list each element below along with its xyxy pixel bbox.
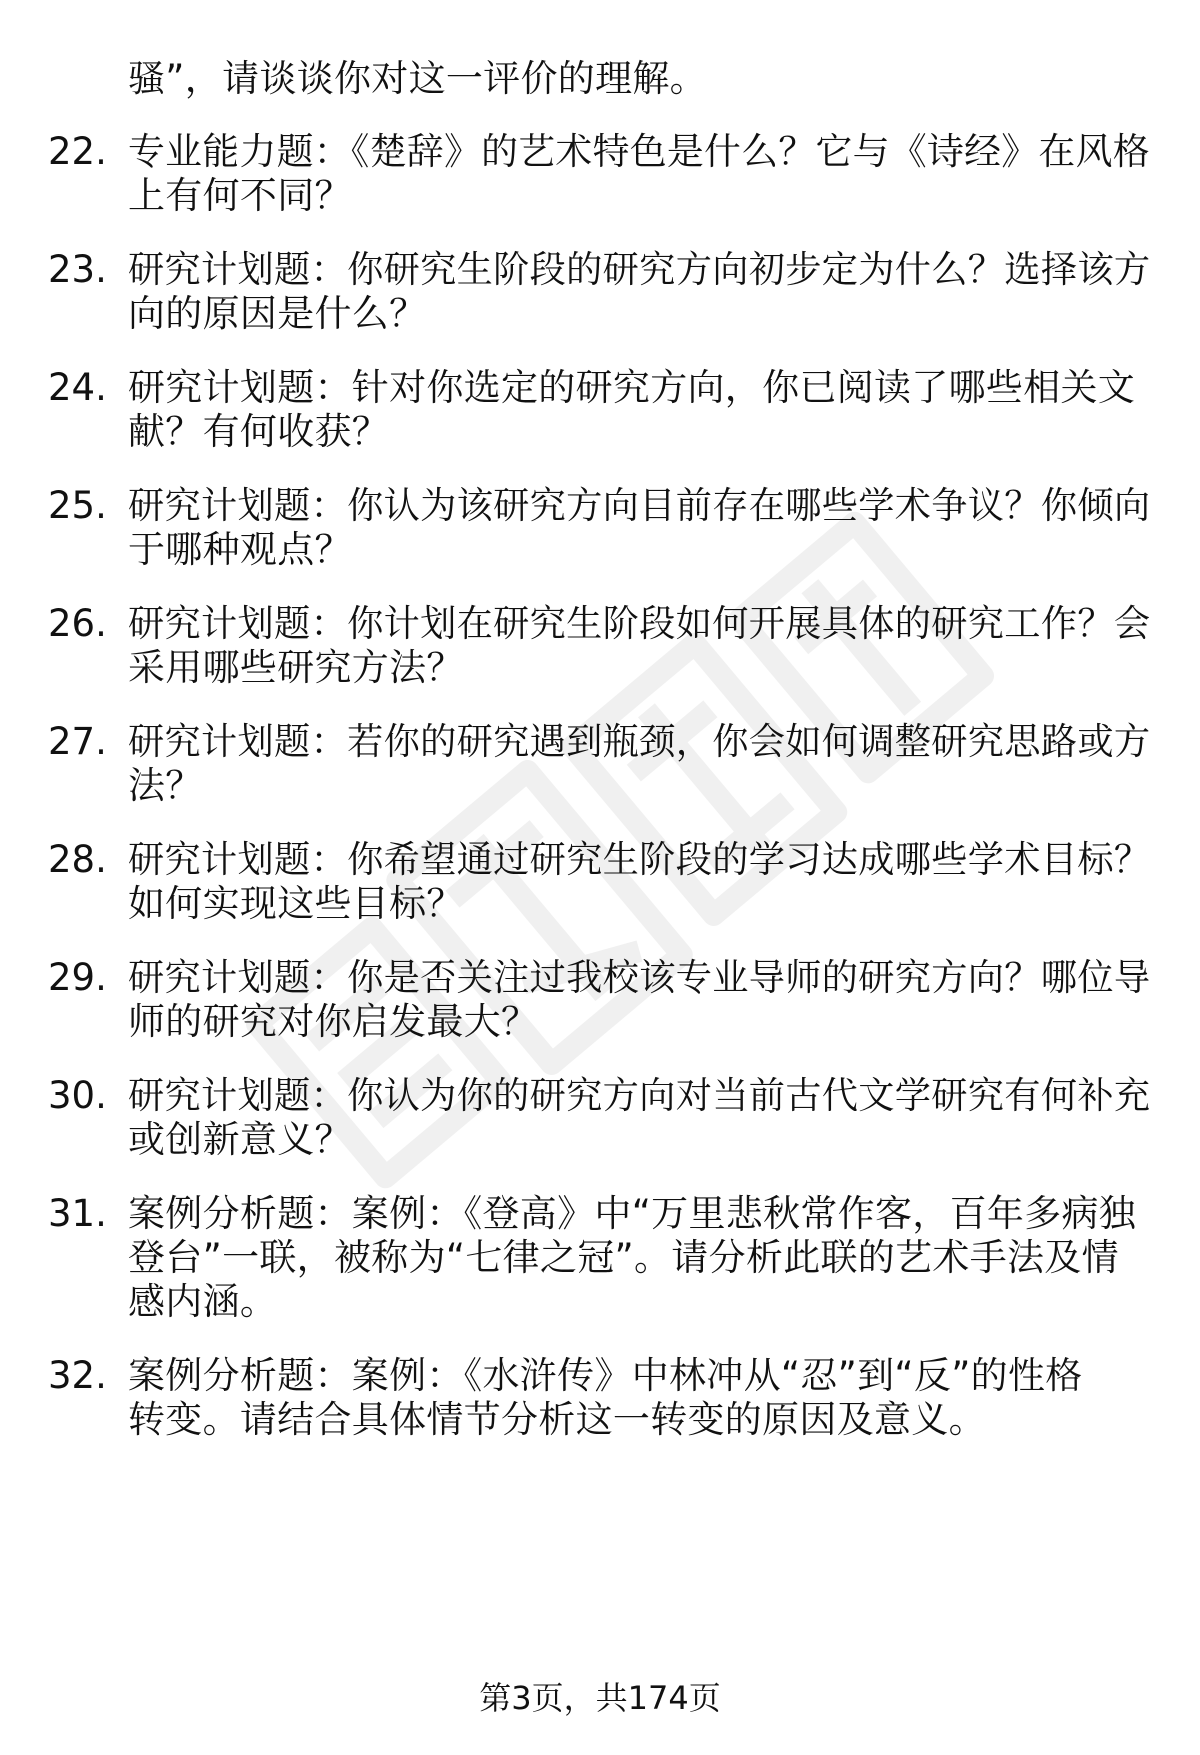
question-text-line: 登台”一联，被称为“七律之冠”。请分析此联的艺术手法及情 <box>128 1236 1119 1279</box>
question-number: 27. <box>48 720 107 763</box>
question-number: 28. <box>48 838 107 881</box>
question-number: 22. <box>48 130 107 173</box>
question-text-line: 研究计划题：针对你选定的研究方向，你已阅读了哪些相关文 <box>128 366 1136 409</box>
question-number: 24. <box>48 366 107 409</box>
question-text-line: 研究计划题：你认为该研究方向目前存在哪些学术争议？你倾向 <box>128 484 1151 527</box>
question-text-line: 或创新意义？ <box>128 1118 352 1161</box>
question-text-line: 研究计划题：你是否关注过我校该专业导师的研究方向？哪位导 <box>128 956 1151 999</box>
question-text-line: 如何实现这些目标？ <box>128 882 464 925</box>
question-text-line: 研究计划题：若你的研究遇到瓶颈，你会如何调整研究思路或方 <box>128 720 1151 763</box>
question-text-line: 师的研究对你启发最大？ <box>128 1000 539 1043</box>
continuation-line: 骚”，请谈谈你对这一评价的理解。 <box>128 57 707 100</box>
question-text-line: 研究计划题：你认为你的研究方向对当前古代文学研究有何补充 <box>128 1074 1151 1117</box>
question-text-line: 于哪种观点？ <box>128 528 352 571</box>
question-text-line: 研究计划题：你希望通过研究生阶段的学习达成哪些学术目标？ <box>128 838 1151 881</box>
question-number: 23. <box>48 248 107 291</box>
question-number: 32. <box>48 1354 107 1397</box>
question-text-line: 上有何不同？ <box>128 174 352 217</box>
question-number: 29. <box>48 956 107 999</box>
question-text-line: 案例分析题：案例：《水浒传》中林冲从“忍”到“反”的性格 <box>128 1354 1083 1397</box>
question-text-line: 案例分析题：案例：《登高》中“万里悲秋常作客，百年多病独 <box>128 1192 1137 1235</box>
question-text-line: 感内涵。 <box>128 1280 278 1323</box>
question-text-line: 采用哪些研究方法？ <box>128 646 464 689</box>
page-footer: 第3页，共174页 <box>479 1679 721 1717</box>
question-number: 30. <box>48 1074 107 1117</box>
question-text-line: 法？ <box>128 764 203 807</box>
question-text-line: 转变。请结合具体情节分析这一转变的原因及意义。 <box>128 1398 986 1441</box>
question-text-line: 研究计划题：你研究生阶段的研究方向初步定为什么？选择该方 <box>128 248 1151 291</box>
question-text-line: 向的原因是什么？ <box>128 292 427 335</box>
question-text-line: 献？有何收获？ <box>128 410 390 453</box>
question-text-line: 专业能力题：《楚辞》的艺术特色是什么？它与《诗经》在风格 <box>128 130 1150 173</box>
question-text-line: 研究计划题：你计划在研究生阶段如何开展具体的研究工作？会 <box>128 602 1151 645</box>
question-number: 25. <box>48 484 107 527</box>
question-number: 31. <box>48 1192 107 1235</box>
question-number: 26. <box>48 602 107 645</box>
